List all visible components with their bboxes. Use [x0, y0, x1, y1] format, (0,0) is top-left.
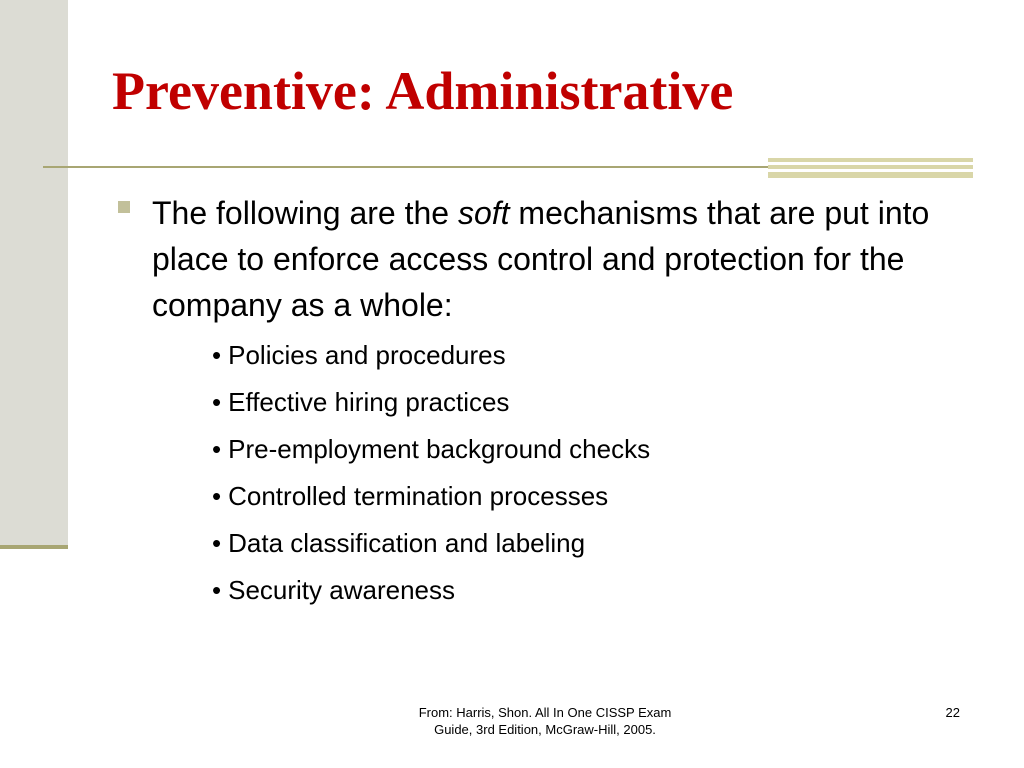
square-bullet-icon: [118, 201, 130, 213]
bullet-dot-icon: •: [212, 528, 222, 558]
list-item: [212, 383, 650, 430]
accent-stripe: [768, 172, 973, 178]
left-band-rule: [0, 545, 68, 549]
accent-stripe: [768, 165, 973, 169]
intro-text-before: The following are the: [152, 195, 458, 231]
accent-stripes: [768, 158, 973, 178]
bullet-dot-icon: •: [212, 434, 222, 464]
list-item: [212, 571, 650, 618]
slide-title: Preventive: Administrative: [112, 61, 734, 121]
intro-paragraph: [152, 190, 932, 328]
list-item: [212, 477, 650, 524]
list-item: [212, 336, 650, 383]
list-item-text: Security awareness: [228, 575, 455, 605]
list-item-text: Data classification and labeling: [228, 528, 586, 558]
list-item-text: Effective hiring practices: [228, 387, 510, 417]
bullet-dot-icon: •: [212, 387, 222, 417]
intro-text-after: mechanisms that are put into place to enforce access control and protection for the company as a whole:: [152, 195, 930, 323]
left-decorative-band: [0, 0, 68, 547]
citation-line: From: Harris, Shon. All In One CISSP Exam: [418, 705, 672, 720]
bullet-dot-icon: •: [212, 340, 222, 370]
list-item: [212, 524, 650, 571]
citation-line: Guide, 3rd Edition, McGraw-Hill, 2005.: [434, 722, 656, 737]
sub-bullet-list: [212, 336, 650, 618]
list-item-text: Pre-employment background checks: [228, 434, 651, 464]
bullet-dot-icon: •: [212, 481, 222, 511]
accent-stripe: [768, 158, 973, 162]
list-item-text: Controlled termination processes: [228, 481, 609, 511]
list-item-text: Policies and procedures: [228, 340, 506, 370]
page-number: 22: [945, 705, 960, 720]
list-item: [212, 430, 650, 477]
footer-citation: [380, 704, 710, 738]
intro-emphasis: soft: [457, 195, 510, 231]
bullet-dot-icon: •: [212, 575, 222, 605]
